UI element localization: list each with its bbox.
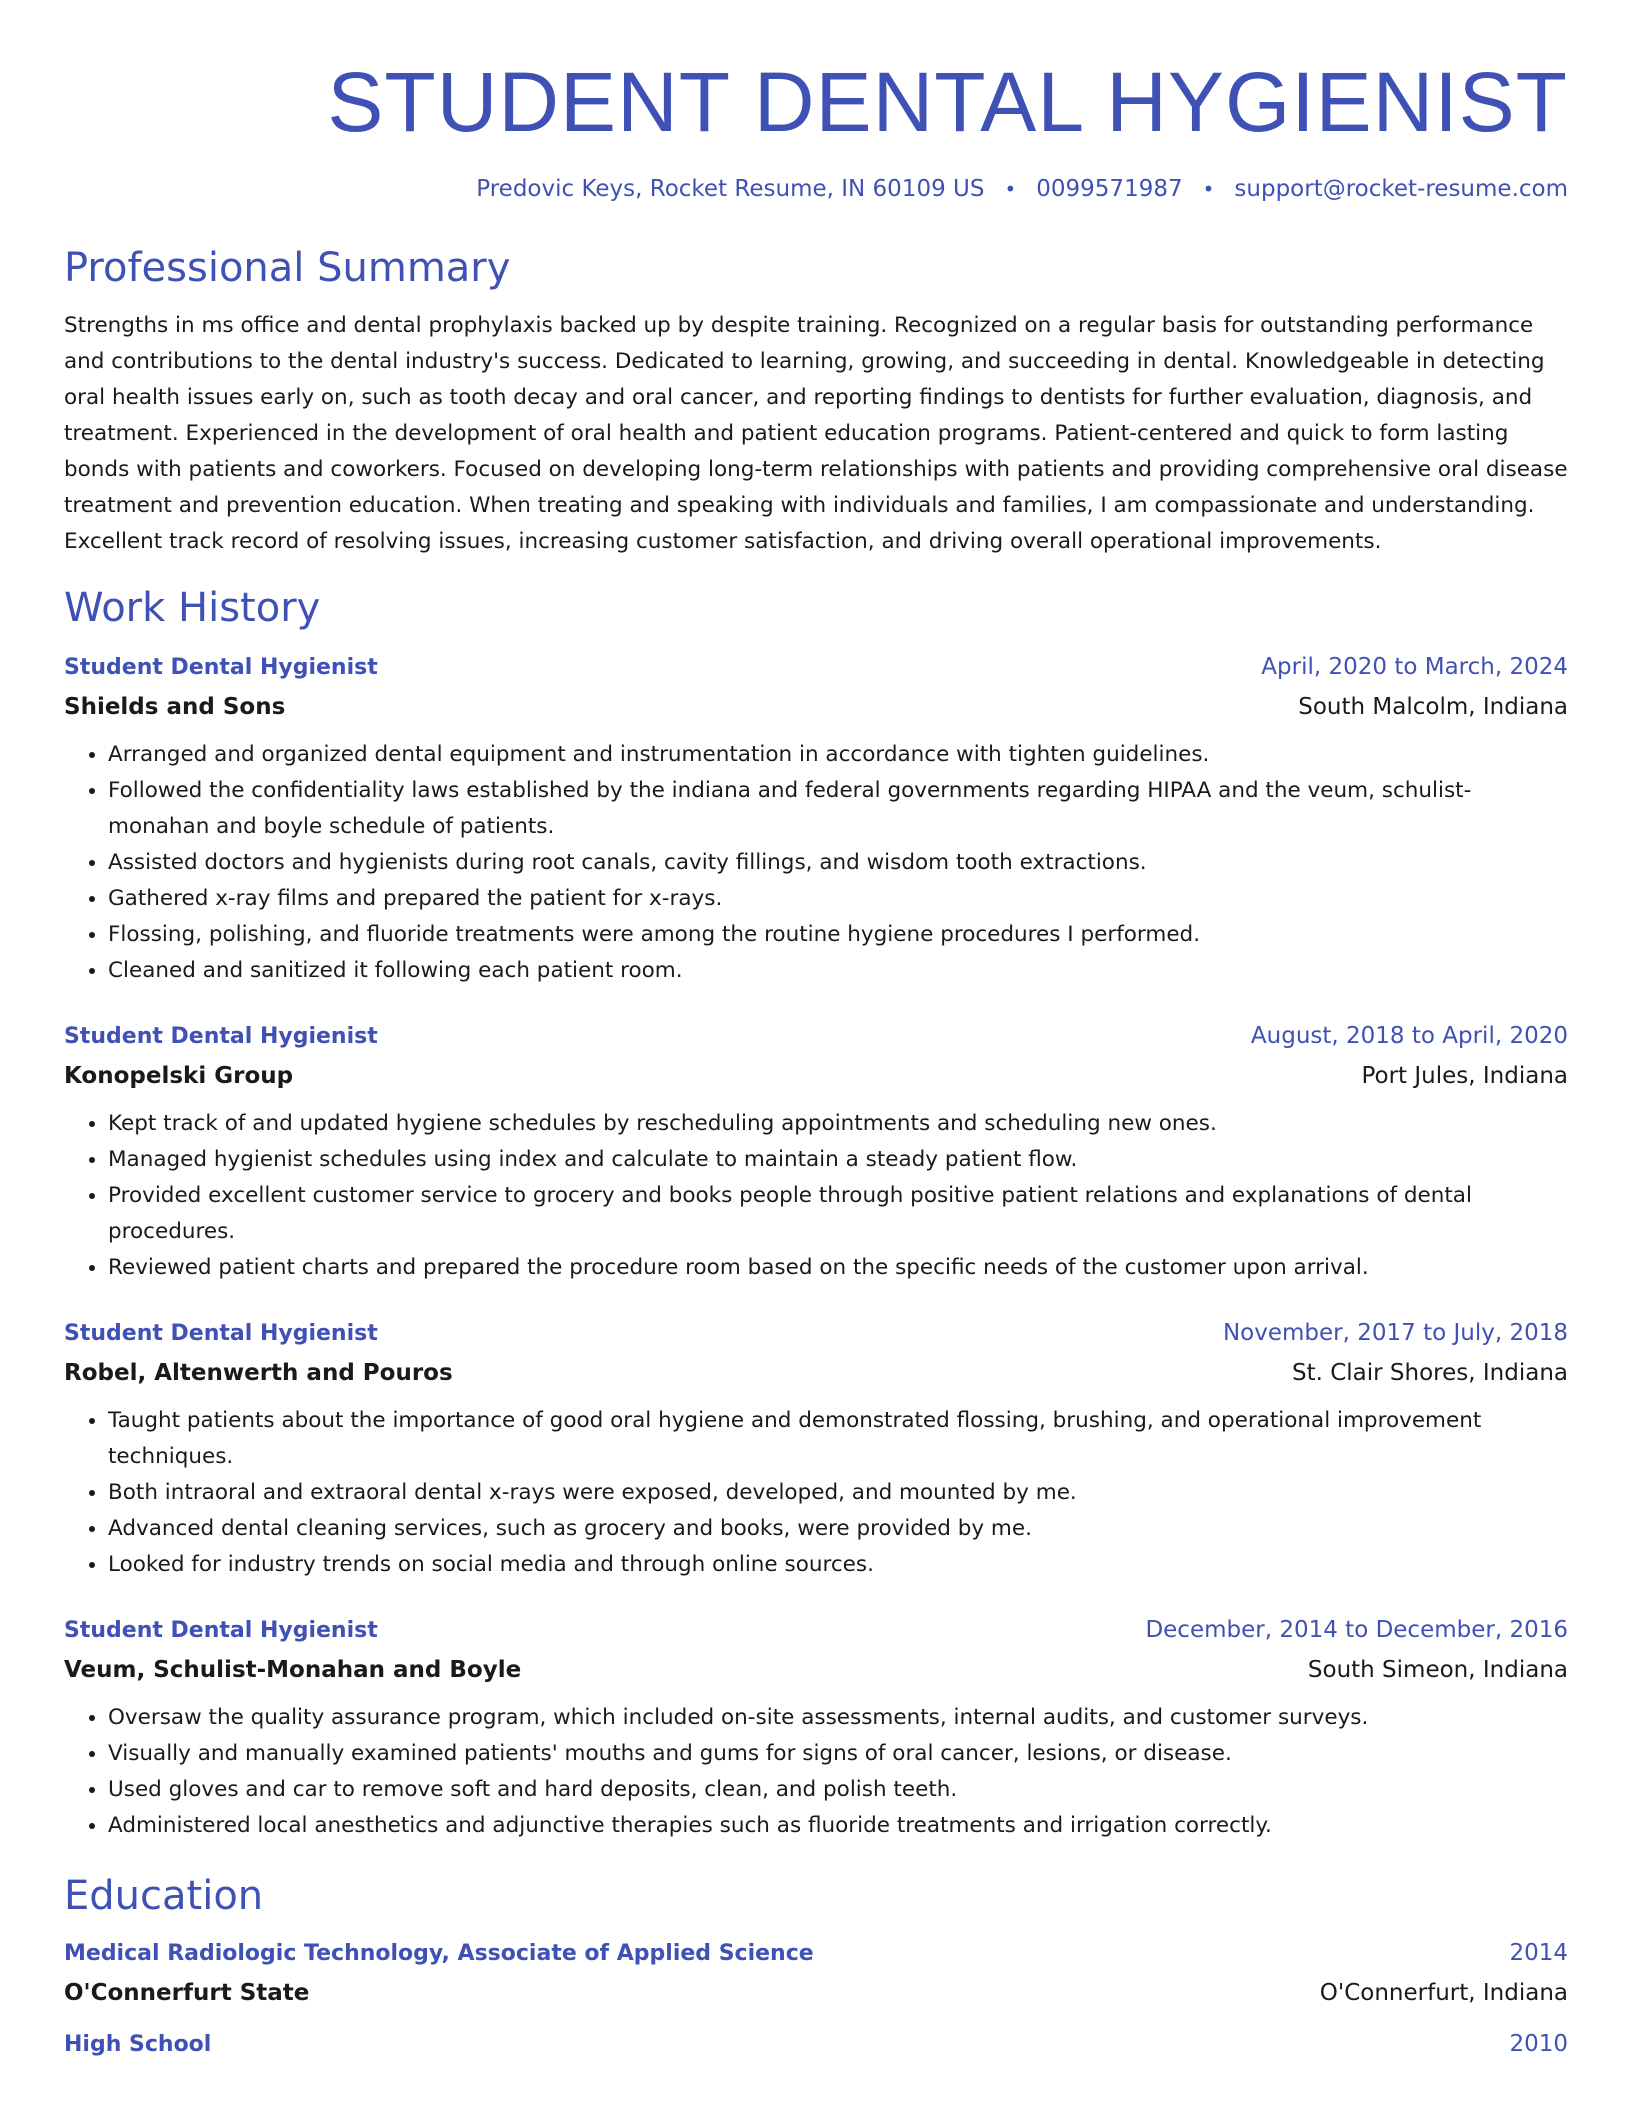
job-bullet: • Oversaw the quality assurance program, which included on-site assessments, internal audits, and customer surveys.: [108, 1700, 1568, 1736]
job-title: Student Dental Hygienist: [64, 1618, 378, 1643]
job-bullet: • Arranged and organized dental equipment and instrumentation in accordance with tighten guidelines.: [108, 737, 1568, 773]
education-entry: [64, 2025, 1568, 2064]
degree-title: Medical Radiologic Technology, Associate of Applied Science: [64, 1941, 814, 1966]
job-bullet: • Visually and manually examined patients' mouths and gums for signs of oral cancer, lesions, or disease.: [108, 1736, 1568, 1772]
job-entry: [64, 1314, 1568, 1583]
school-location: O'Connerfurt, Indiana: [1319, 1980, 1568, 2006]
separator-dot: •: [1004, 177, 1017, 201]
job-title: Student Dental Hygienist: [64, 1321, 378, 1346]
resume-header: [64, 0, 1568, 202]
job-bullets: [64, 1700, 1568, 1844]
job-location: South Malcolm, Indiana: [1298, 694, 1568, 720]
job-entry: [64, 1017, 1568, 1286]
section-title-work-history: Work History: [64, 585, 321, 631]
job-bullet: • Assisted doctors and hygienists during root canals, cavity fillings, and wisdom tooth extractions.: [108, 845, 1568, 881]
job-title: Student Dental Hygienist: [64, 655, 378, 680]
job-bullet: • Cleaned and sanitized it following each patient room.: [108, 953, 1568, 989]
company-name: Shields and Sons: [64, 694, 286, 720]
job-bullets: [64, 1106, 1568, 1286]
company-name: Konopelski Group: [64, 1063, 294, 1089]
job-entry: [64, 648, 1568, 989]
degree-title: High School: [64, 2032, 212, 2057]
contact-line: [64, 176, 1568, 202]
contact-phone[interactable]: 0099571987: [1036, 176, 1183, 202]
candidate-name: STUDENT DENTAL HYGIENIST: [327, 55, 1568, 149]
job-title: Student Dental Hygienist: [64, 1024, 378, 1049]
graduation-year: 2014: [1509, 1940, 1568, 1966]
section-title-education: Education: [64, 1873, 264, 1919]
section-title-summary: Professional Summary: [64, 245, 511, 291]
job-bullet: • Used gloves and car to remove soft and hard deposits, clean, and polish teeth.: [108, 1772, 1568, 1808]
job-bullet: • Both intraoral and extraoral dental x-rays were exposed, developed, and mounted by me.: [108, 1475, 1568, 1511]
job-bullet: • Advanced dental cleaning services, such as grocery and books, were provided by me.: [108, 1511, 1568, 1547]
job-bullet: • Gathered x-ray films and prepared the patient for x-rays.: [108, 881, 1568, 917]
job-dates: November, 2017 to July, 2018: [1222, 1320, 1568, 1346]
job-dates: August, 2018 to April, 2020: [1250, 1023, 1568, 1049]
job-location: Port Jules, Indiana: [1361, 1063, 1568, 1089]
company-name: Veum, Schulist-Monahan and Boyle: [64, 1657, 522, 1683]
company-name: Robel, Altenwerth and Pouros: [64, 1360, 453, 1386]
job-entry: [64, 1611, 1568, 1844]
job-bullets: [64, 737, 1568, 989]
job-bullet: • Flossing, polishing, and fluoride treatments were among the routine hygiene procedures I performed.: [108, 917, 1568, 953]
job-dates: December, 2014 to December, 2016: [1145, 1617, 1568, 1643]
contact-email[interactable]: support@rocket-resume.com: [1234, 176, 1568, 202]
job-bullet: • Followed the confidentiality laws established by the indiana and federal governments regarding HIPAA and the veum, schulist-monahan and boyle schedule of patients.: [108, 773, 1568, 845]
job-location: South Simeon, Indiana: [1307, 1657, 1568, 1683]
summary-text: Strengths in ms office and dental prophylaxis backed up by despite training. Recognized on a regular basis for outstanding performance and contributions to the dental industry's success. Dedicated to learning, growing, and succeeding in dental. Knowledgeable in detecting oral health issues early on, such as tooth decay and oral cancer, and reporting findings to dentists for further evaluation, diagnosis, and treatment. Experienced in the development of oral health and patient education programs. Patient-centered and quick to form lasting bonds with patients and coworkers. Focused on developing long-term relationships with patients and providing comprehensive oral disease treatment and prevention education. When treating and speaking with individuals and families, I am compassionate and understanding. Excellent track record of resolving issues, increasing customer satisfaction, and driving overall operational improvements.: [64, 313, 1568, 554]
job-bullets: [64, 1403, 1568, 1583]
job-bullet: • Taught patients about the importance of good oral hygiene and demonstrated flossing, brushing, and operational improvement techniques.: [108, 1403, 1568, 1475]
job-bullet: • Looked for industry trends on social media and through online sources.: [108, 1547, 1568, 1583]
job-bullet: • Provided excellent customer service to grocery and books people through positive patient relations and explanations of dental procedures.: [108, 1178, 1568, 1250]
separator-dot: •: [1202, 177, 1215, 201]
graduation-year: 2010: [1509, 2031, 1568, 2057]
education-entry: [64, 1934, 1568, 2013]
contact-address: Predovic Keys, Rocket Resume, IN 60109 US: [476, 176, 985, 202]
job-bullet: • Reviewed patient charts and prepared the procedure room based on the specific needs of the customer upon arrival.: [108, 1250, 1568, 1286]
school-name: O'Connerfurt State: [64, 1980, 310, 2006]
job-bullet: • Administered local anesthetics and adjunctive therapies such as fluoride treatments and irrigation correctly.: [108, 1808, 1568, 1844]
job-location: St. Clair Shores, Indiana: [1291, 1360, 1568, 1386]
job-bullet: • Kept track of and updated hygiene schedules by rescheduling appointments and scheduling new ones.: [108, 1106, 1568, 1142]
job-dates: April, 2020 to March, 2024: [1261, 654, 1568, 680]
job-bullet: • Managed hygienist schedules using index and calculate to maintain a steady patient flow.: [108, 1142, 1568, 1178]
